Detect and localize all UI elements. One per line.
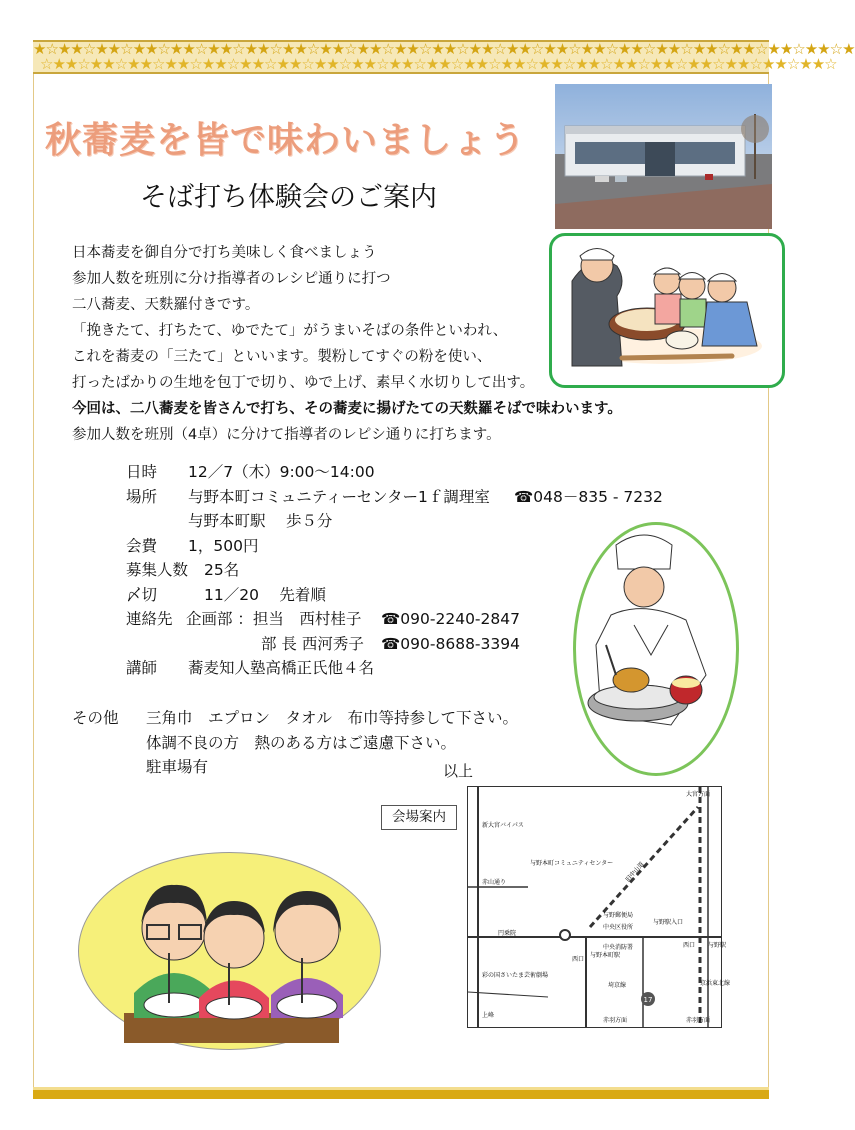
star-border-top [33,40,855,74]
venue-guide-label: 会場案内 [381,805,457,830]
fee-value: 1，500円 [188,536,259,555]
intro-line: 打ったばかりの生地を包丁で切り、ゆで上げ、素早く水切りして出す。 [72,375,535,391]
instructor-value: 蕎麦知人塾高橋正氏他４名 [188,659,375,677]
other-label: その他 [72,709,119,727]
contact-phone-1: ☎090-2240-2847 [381,610,520,628]
page-subtitle: そば打ち体験会のご案内 [140,182,437,213]
place-value: 与野本町コミュニティーセンター1ｆ調理室 [188,487,490,506]
map-ward-office: 中央区役所 [603,924,634,931]
place-access: 与野本町駅 歩５分 [188,512,333,530]
fee-label: 会費 [126,536,158,555]
map-west-exit: 西口 [572,956,585,963]
closing-text: 以上 [443,762,474,780]
instructor-label: 講師 [126,659,158,677]
map-new-route: 旧中山道 [624,860,646,884]
other-row-3 [72,755,209,780]
other-row-1 [72,706,519,731]
date-label: 日時 [126,463,158,481]
intro-line: 今回は、二八蕎麦を皆さんで打ち、その蕎麦に揚げたての天麩羅そばで味わいます。 [72,401,622,417]
deadline-value: 11／20 先着順 [204,585,326,604]
map-akayama: 赤山通り [482,879,507,886]
map-keihin: 京浜東北線 [700,980,731,987]
contact-label: 連絡先 [126,610,173,628]
other-line-3: 駐車場有 [146,758,209,776]
other-line-2: 体調不良の方 熱のある方はご遠慮下さい。 [146,733,457,752]
intro-line: 「挽きたて、打ちたて、ゆでたて」がうまいそばの条件といわれ、 [72,323,508,339]
place-phone: ☎048－835 - 7232 [514,487,663,506]
map-hospital: 円乗院 [498,930,517,937]
map-fire: 中央消防署 [603,944,634,951]
star-row: ★☆★★☆★★☆★★☆★★☆★★☆★★☆★★☆★★☆★★☆★★☆★★☆★★☆★★☆★★☆★★☆★★☆★★☆★★☆★★☆★★☆★★☆★ [33,40,855,58]
capacity-value: 25名 [204,561,240,579]
venue-map [467,786,731,1028]
intro-line: これを蕎麦の「三たて」といいます。製粉してすぐの粉を使い、 [72,349,492,365]
map-yono-post: 与野郵便局 [603,912,634,919]
intro-line: 日本蕎麦を御自分で打ち美味しく食べましょう [72,245,377,261]
map-yono-station-entrance: 与野駅入口 [653,919,684,926]
map-urawa: 上峰 [482,1012,495,1019]
contact-dept: 企画部 ：担当 西村桂子 [186,610,362,628]
other-row-2 [72,731,457,756]
deadline-label: 〆切 [126,585,158,604]
map-yono-station: 与野駅 [708,942,727,949]
chef-illustration [573,522,739,776]
map-akabane-1: 赤羽方面 [603,1017,628,1024]
map-saikyo: 埼京線 [608,982,627,989]
map-route17: 17 [643,996,653,1004]
date-value: 12／7（木）9:00～14:00 [188,463,375,481]
map-omiya-top: 大宮方面 [686,791,711,798]
contact-head: 部 長 西河秀子 [261,634,364,653]
map-bypass: 新大宮バイパス [482,822,524,829]
intro-text [72,240,622,448]
intro-line: 二八蕎麦、天麩羅付きです。 [72,297,260,313]
place-label: 場所 [126,487,158,506]
map-center: 与野本町コミュニティセンター [530,860,614,867]
map-honmachi-station: 与野本町駅 [590,952,621,959]
map-east-exit: 西口 [683,942,696,949]
page-title: 秋蕎麦を皆で味わいましょう [45,120,527,161]
intro-line: 参加人数を班別に分け指導者のレシピ通りに打つ [72,271,391,287]
capacity-label: 募集人数 [126,561,189,579]
intro-line: 参加人数を班別（4卓）に分けて指導者のレピシ通りに打ちます。 [72,427,501,443]
community-center-photo [555,84,772,229]
star-row: ☆★★☆★★☆★★☆★★☆★★☆★★☆★★☆★★☆★★☆★★☆★★☆★★☆★★☆★★☆★★☆★★☆★★☆★★☆★★☆★★☆★★☆ [40,55,837,73]
map-akabane-2: 赤羽方面 [686,1017,711,1024]
gold-border-bottom [33,1087,769,1099]
contact-phone-2: ☎090-8688-3394 [381,634,520,653]
map-arts: 彩の国さいたま芸術劇場 [482,972,549,979]
kids-eating-soba-illustration [78,852,381,1050]
other-line-1: 三角巾 エプロン タオル 布巾等持参して下さい。 [146,709,519,727]
